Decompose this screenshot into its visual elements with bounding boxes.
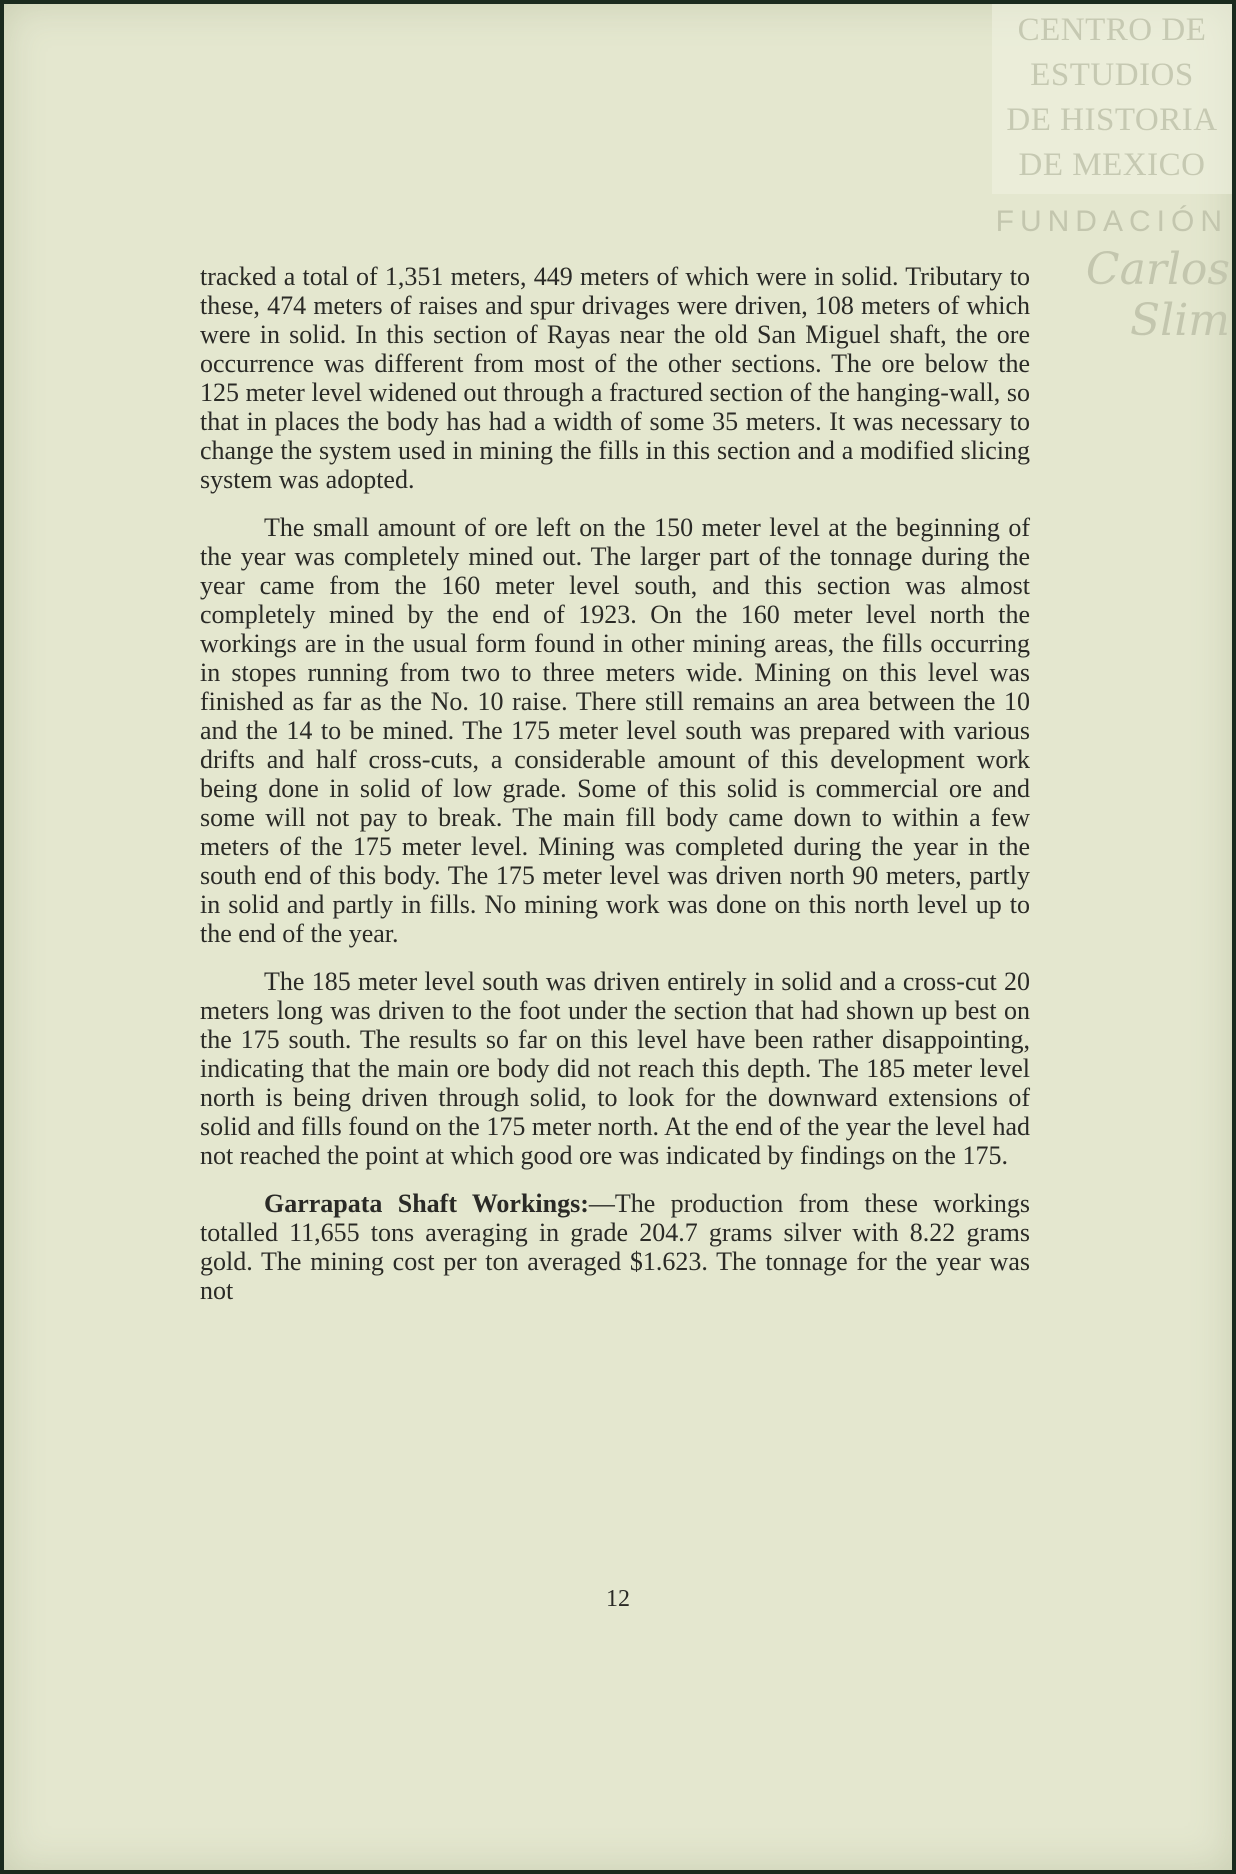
paragraph-body: —The production from these workings totalled 11,655 tons averaging in grade 204.7 grams silver with 8.22 grams gold. The mining cost per ton averaged $1.623. The tonnage for the year was not xyxy=(200,1189,1030,1305)
paragraph: The small amount of ore left on the 150 meter level at the beginning of the year was completely mined out. The larger part of the tonnage during the year came from the 160 meter level south, and this section was almost completely mined by the end of 1923. On the 160 meter level north the workings are in the usual form found in other mining areas, the fills occurring in stopes running from two to three meters wide. Mining on this level was finished as far as the No. 10 raise. There still remains an area between the 10 and the 14 to be mined. The 175 meter level south was prepared with various drifts and half cross-cuts, a considerable amount of this development work being done in solid of low grade. Some of this solid is commercial ore and some will not pay to break. The main fill body came down to within a few meters of the 175 meter level. Mining was completed during the year in the south end of this body. The 175 meter level was driven north 90 meters, partly in solid and partly in fills. No mining work was done on this north level up to the end of the year. xyxy=(200,513,1030,948)
paragraph: The 185 meter level south was driven entirely in solid and a cross-cut 20 meters long was driven to the foot under the section that had shown up best on the 175 south. The results so far on this level have been rather disappointing, indicating that the main ore body did not reach this depth. The 185 meter level north is being driven through solid, to look for the downward extensions of solid and fills found on the 175 meter north. At the end of the year the level had not reached the point at which good ore was indicated by findings on the 175. xyxy=(200,967,1030,1170)
paragraph: tracked a total of 1,351 meters, 449 meters of which were in solid. Tributary to these, 474 meters of raises and spur drivages were driven, 108 meters of which were in solid. In this section of Rayas near the old San Miguel shaft, the ore occurrence was different from most of the other sections. The ore below the 125 meter level widened out through a fractured section of the hanging-wall, so that in places the body has had a width of some 35 meters. It was necessary to change the system used in mining the fills in this section and a modified slicing system was adopted. xyxy=(200,262,1030,494)
paragraph-garrapata xyxy=(200,1189,1030,1305)
section-heading: Garrapata Shaft Workings: xyxy=(264,1189,589,1218)
watermark-institution xyxy=(992,4,1232,194)
watermark-line: CENTRO DE xyxy=(1017,12,1207,48)
page-number: 12 xyxy=(606,1586,630,1612)
watermark-line: DE MEXICO xyxy=(1018,147,1206,183)
watermark-signature: Carlos Slim xyxy=(1085,244,1230,346)
body-text xyxy=(200,262,1030,1324)
watermark-line: ESTUDIOS xyxy=(1030,57,1194,93)
watermark-line: DE HISTORIA xyxy=(1006,102,1218,138)
watermark-foundation: FUNDACIÓN xyxy=(995,205,1228,238)
